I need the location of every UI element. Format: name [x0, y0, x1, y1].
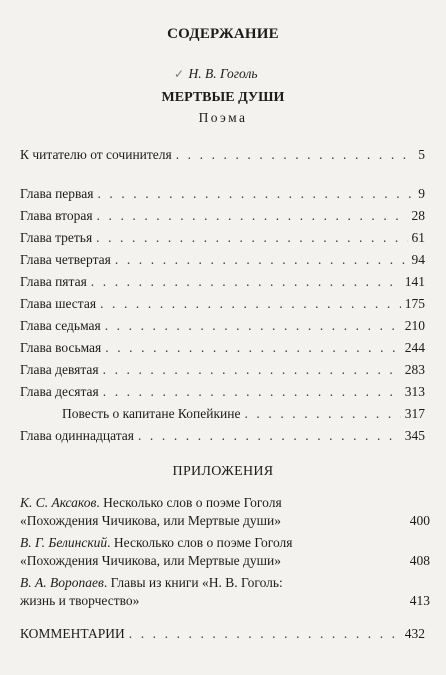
toc-page-number: 283: [404, 362, 425, 377]
toc-label: Глава девятая: [20, 362, 99, 377]
toc-page-number: 5: [418, 147, 425, 162]
toc-label: КОММЕНТАРИИ: [20, 626, 125, 641]
appendix-heading: ПРИЛОЖЕНИЯ: [172, 464, 274, 479]
dot-leader: [96, 229, 407, 246]
toc-label: Повесть о капитане Копейкине: [62, 406, 241, 421]
toc-row-chapter: [20, 317, 425, 334]
toc-page-number: 28: [411, 208, 425, 223]
toc-label: К читателю от сочинителя: [20, 147, 172, 162]
dot-leader: [103, 361, 401, 378]
toc-row-chapter: [20, 251, 425, 268]
dot-leader: [97, 207, 408, 224]
appendix-title-line2: жизнь и творчество»: [20, 593, 140, 608]
appendix-page-number: 400: [409, 513, 430, 528]
pencil-mark: ✓: [174, 67, 185, 81]
toc-page-number: 175: [404, 296, 425, 311]
toc-page-number: 432: [404, 626, 425, 641]
dot-leader: [176, 146, 415, 163]
toc-label: Глава восьмая: [20, 340, 102, 355]
toc-label: Глава вторая: [20, 208, 93, 223]
toc-row-chapter: [20, 229, 425, 246]
toc-label: Глава пятая: [20, 274, 87, 289]
dot-leader: [115, 251, 408, 268]
toc-page-number: 317: [404, 406, 425, 421]
toc-row-preface: [20, 146, 425, 163]
toc-row-chapter: [20, 361, 425, 378]
toc-row-commentary: [20, 625, 425, 642]
toc-label: Глава шестая: [20, 296, 97, 311]
toc-row-chapter: [20, 273, 425, 290]
appendix-page-number: 413: [409, 593, 430, 608]
appendix-author: В. Г. Белинский: [20, 535, 108, 550]
appendix-entry-line: [20, 574, 283, 592]
toc-row-chapter: [20, 185, 425, 202]
toc-page-number: 244: [404, 340, 425, 355]
toc-page-number: 141: [404, 274, 425, 289]
appendix-title-part: . Несколько слов о поэме Гоголя: [96, 495, 282, 510]
dot-leader: [138, 427, 401, 444]
appendix-author: К. С. Аксаков: [20, 495, 97, 510]
author-name: Н. В. Гоголь: [188, 66, 258, 81]
toc-row-chapter: [20, 207, 425, 224]
dot-leader: [100, 295, 401, 312]
toc-row-chapter: [20, 295, 425, 312]
dot-leader: [91, 273, 401, 290]
appendix-author: В. А. Воропаев: [20, 575, 104, 590]
work-subtitle: Поэма: [198, 110, 248, 125]
toc-label: Глава седьмая: [20, 318, 101, 333]
appendix-entry-line: [20, 534, 293, 552]
appendix-title-line2: «Похождения Чичикова, или Мертвые души»: [20, 513, 282, 528]
toc-row-chapter: [20, 427, 425, 444]
toc-page-number: 210: [404, 318, 425, 333]
dot-leader: [97, 185, 414, 202]
appendix-page-number: 408: [409, 553, 430, 568]
toc-label: Глава третья: [20, 230, 93, 245]
toc-label: Глава четвертая: [20, 252, 111, 267]
toc-row-chapter: [20, 339, 425, 356]
appendix-title-part: . Несколько слов о поэме Гоголя: [107, 535, 293, 550]
toc-page-number: 345: [404, 428, 425, 443]
toc-label: Глава первая: [20, 186, 94, 201]
contents-title: СОДЕРЖАНИЕ: [167, 26, 279, 42]
toc-label: Глава десятая: [20, 384, 99, 399]
dot-leader: [103, 383, 401, 400]
toc-row-chapter: [20, 383, 425, 400]
appendix-entry-line: [20, 494, 282, 512]
appendix-title-line2: «Похождения Чичикова, или Мертвые души»: [20, 553, 282, 568]
toc-row-subchapter: [62, 405, 425, 422]
dot-leader: [105, 317, 401, 334]
toc-page-number: 9: [418, 186, 425, 201]
toc-page-number: 313: [404, 384, 425, 399]
work-title: МЕРТВЫЕ ДУШИ: [161, 90, 285, 105]
toc-page-number: 94: [411, 252, 425, 267]
dot-leader: [105, 339, 400, 356]
dot-leader: [129, 625, 401, 642]
dot-leader: [244, 405, 400, 422]
toc-label: Глава одиннадцатая: [20, 428, 134, 443]
appendix-title-part: . Главы из книги «Н. В. Гоголь:: [103, 575, 283, 590]
toc-page-number: 61: [411, 230, 425, 245]
